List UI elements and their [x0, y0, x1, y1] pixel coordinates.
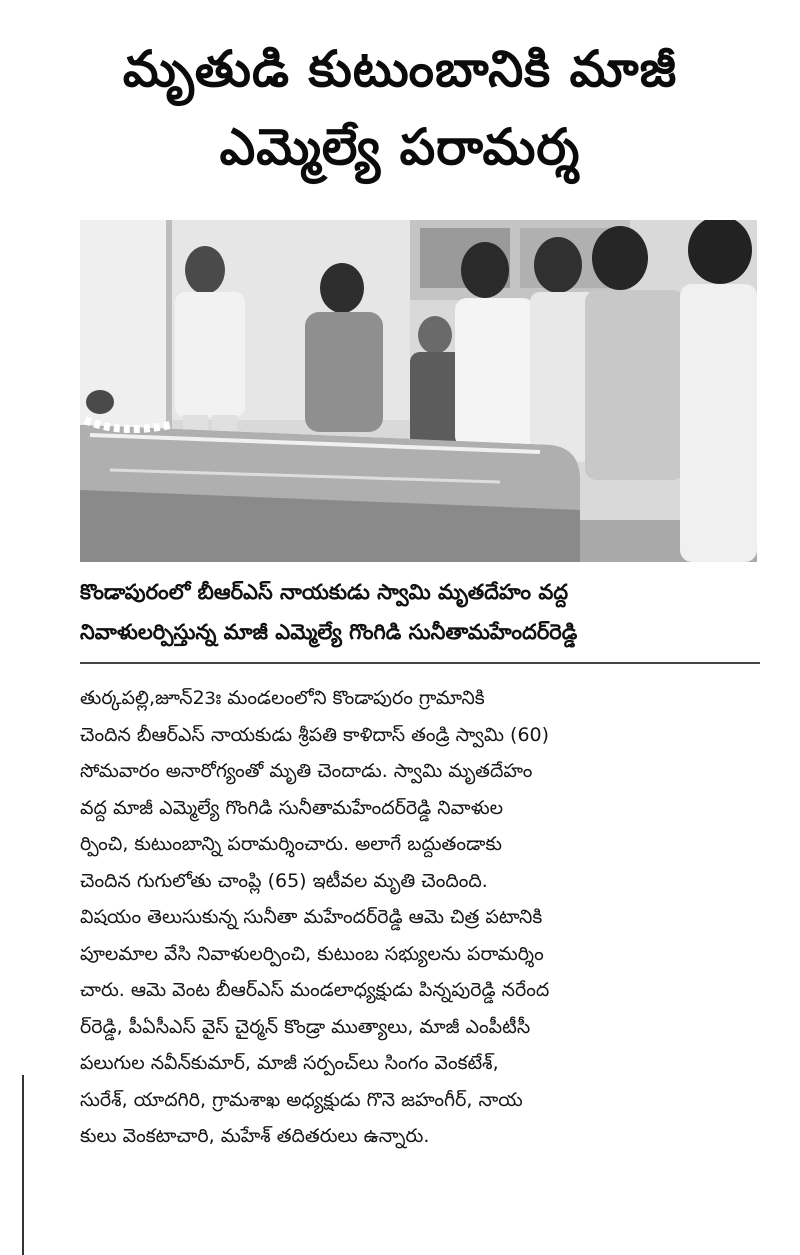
- photo-caption: [80, 572, 760, 652]
- article-line: తుర్కపల్లి,జూన్23ః మండలంలోని కొండాపురం గ్రామానికి: [80, 687, 485, 709]
- article-line: పూలమాల వేసి నివాళులర్పించి, కుటుంబ సభ్యులను పరామర్శిం: [80, 942, 544, 965]
- headline: [40, 30, 760, 186]
- article-line: కులు వెంకటాచారి, మహేశ్ తదితరులు ఉన్నారు.: [80, 1125, 430, 1147]
- article-body: [80, 680, 770, 1155]
- article-line: ర్పించి, కుటుంబాన్ని పరామర్శించారు. అలాగే బద్దుతండాకు: [80, 833, 502, 855]
- caption-divider: [80, 662, 760, 664]
- article-line: పలుగుల నవీన్‌కుమార్, మాజీ సర్పంచ్‌లు సింగం వెంకటేశ్,: [80, 1052, 499, 1074]
- article-line: విషయం తెలుసుకున్న సునీతా మహేందర్‌రెడ్డి ఆమె చిత్ర పటానికి: [80, 906, 543, 928]
- caption-line-1: కొండాపురంలో బీఆర్ఎస్ నాయకుడు స్వామి మృతదేహం వద్ద: [80, 580, 569, 604]
- article-line: వద్ద మాజీ ఎమ్మెల్యే గొంగిడి సునీతామహేందర్‌రెడ్డి నివాళుల: [80, 796, 504, 819]
- article-line: చారు. ఆమె వెంట బీఆర్ఎస్ మండలాధ్యక్షుడు పిన్నపురెడ్డి నరేంద: [80, 979, 550, 1001]
- article-line: చెందిన బీఆర్ఎస్ నాయకుడు శ్రీపతి కాళిదాస్ తండ్రి స్వామి (60): [80, 723, 550, 746]
- article-line: సోమవారం అనారోగ్యంతో మృతి చెందాడు. స్వామి మృతదేహం: [80, 760, 533, 782]
- article-line: ర్‌రెడ్డి, పీఏసీఎస్ వైస్ చైర్మన్ కొండ్రా ముత్యాలు, మాజీ ఎంపీటీసీ: [80, 1015, 531, 1038]
- column-divider: [22, 1075, 24, 1255]
- news-photo: [80, 220, 757, 562]
- headline-line-2: ఎమ్మెల్యే పరామర్శ: [219, 118, 581, 176]
- caption-line-2: నివాళులర్పిస్తున్న మాజీ ఎమ్మెల్యే గొంగిడి సునీతామహేందర్‌రెడ్డి: [80, 620, 578, 644]
- article-line: సురేశ్, యాదగిరి, గ్రామశాఖ అధ్యక్షుడు గొనె జహంగీర్, నాయ: [80, 1088, 523, 1111]
- photo-icon: [80, 220, 757, 562]
- article-line: చెందిన గుగులోతు చాంప్లి (65) ఇటీవల మృతి చెందింది.: [80, 869, 488, 892]
- headline-line-1: మృతుడి కుటుంబానికి మాజీ: [122, 40, 678, 98]
